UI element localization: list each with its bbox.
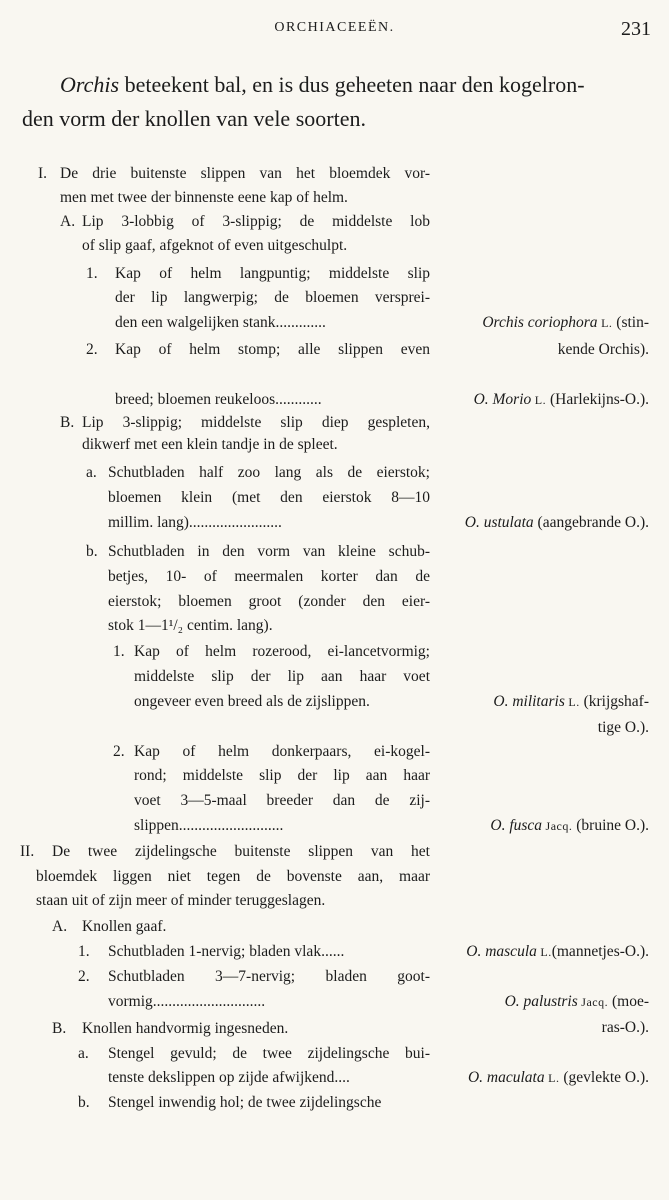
key-lead-marker: 1. xyxy=(113,643,125,660)
key-line: men met twee der binnenste eene kap of helm. xyxy=(60,189,348,206)
key-line: De drie buitenste slippen van het bloemdek vor- xyxy=(60,165,430,182)
species-binomial: O. mascula xyxy=(466,943,537,960)
species-binomial: O. palustris xyxy=(504,993,578,1010)
key-lead-marker: 1. xyxy=(86,265,98,282)
species-entry xyxy=(482,311,649,335)
key-line: Schutbladen 3—7-nervig; bladen goot- xyxy=(108,968,430,985)
key-line: bloemen klein (met den eierstok 8—10 xyxy=(108,489,430,506)
key-lead-marker: b. xyxy=(86,543,98,560)
key-line: breed; bloemen reukeloos............ xyxy=(115,391,322,408)
species-entry xyxy=(493,690,649,714)
species-binomial: O. fusca xyxy=(490,817,543,834)
species-common-name: (aangebrande O.). xyxy=(533,514,649,531)
species-entry xyxy=(505,990,649,1014)
species-binomial: O. ustulata xyxy=(464,514,534,531)
key-line: stok 1—1¹/₂ centim. lang). xyxy=(108,617,273,634)
key-line: Lip 3-slippig; middelste slip diep gespleten, xyxy=(82,414,430,431)
key-line: der lip langwerpig; de bloemen versprei- xyxy=(115,289,430,306)
key-line: Knollen gaaf. xyxy=(82,918,167,935)
key-line: Lip 3-lobbig of 3-slippig; de middelste lob xyxy=(82,213,430,230)
key-line: Kap of helm donkerpaars, ei-kogel- xyxy=(134,743,430,760)
genus-name: Orchis xyxy=(60,72,120,97)
key-line: millim. lang)........................ xyxy=(108,514,282,531)
key-lead-marker: A. xyxy=(60,213,76,230)
key-line: eierstok; bloemen groot (zonder den eier- xyxy=(108,593,430,610)
intro-line-1 xyxy=(60,68,585,101)
key-line: ongeveer even breed als de zijslippen. xyxy=(134,693,370,710)
species-author: L. xyxy=(597,316,613,330)
key-line: Knollen handvormig ingesneden. xyxy=(82,1020,289,1037)
species-binomial: O. maculata xyxy=(467,1069,545,1086)
species-common-name: (bruine O.). xyxy=(572,817,649,834)
running-header-title: ORCHIACEEËN. xyxy=(274,20,395,35)
species-common-name: (mannetjes-O.). xyxy=(551,943,649,960)
key-lead-marker: 2. xyxy=(86,341,98,358)
key-line: middelste slip der lip aan haar voet xyxy=(134,668,430,685)
species-common-name: (Harlekijns-O.). xyxy=(546,391,649,408)
key-lead-marker: B. xyxy=(60,414,75,431)
species-binomial: O. Morio xyxy=(473,391,532,408)
key-line: Schutbladen in den vorm van kleine schub- xyxy=(108,543,430,560)
key-line: of slip gaaf, afgeknot of even uitgeschulpt. xyxy=(82,237,348,254)
species-entry xyxy=(466,940,649,964)
key-line: Kap of helm stomp; alle slippen even xyxy=(115,341,430,358)
key-lead-marker: 2. xyxy=(113,743,125,760)
intro-line-2: den vorm der knollen van vele soorten. xyxy=(22,106,366,131)
key-lead-marker: I. xyxy=(38,165,48,182)
page-number: 231 xyxy=(621,18,651,40)
key-lead-marker: a. xyxy=(86,464,97,481)
species-binomial: O. militaris xyxy=(493,693,565,710)
species-common-name: (krijgshaf- xyxy=(579,693,649,710)
key-line: staan uit of zijn meer of minder teruggeslagen. xyxy=(36,892,326,909)
species-author: Jacq. xyxy=(542,819,573,833)
species-binomial: Orchis coriophora xyxy=(482,314,598,331)
key-line: Kap of helm rozerood, ei-lancetvormig; xyxy=(134,643,430,660)
key-lead-marker: b. xyxy=(78,1094,90,1111)
species-author: L. xyxy=(531,393,547,407)
key-line: Schutbladen 1-nervig; bladen vlak...... xyxy=(108,943,345,960)
key-line: De twee zijdelingsche buitenste slippen van het xyxy=(52,843,430,860)
key-lead-marker: II. xyxy=(20,843,35,860)
species-entry xyxy=(474,388,649,412)
species-common-name: (gevlekte O.). xyxy=(559,1069,649,1086)
key-line: Schutbladen half zoo lang als de eierstok; xyxy=(108,464,430,481)
species-common-name: (moe- xyxy=(608,993,649,1010)
key-line: voet 3—5-maal breeder dan de zij- xyxy=(134,792,430,809)
key-lead-marker: B. xyxy=(52,1020,67,1037)
species-common-name-continued: tige O.). xyxy=(597,719,649,736)
species-author: L. xyxy=(564,695,580,709)
species-author: Jacq. xyxy=(577,995,609,1009)
key-line: Kap of helm langpuntig; middelste slip xyxy=(115,265,430,282)
species-author: L. xyxy=(536,945,552,959)
key-lead-marker: A. xyxy=(52,918,68,935)
species-entry xyxy=(490,814,649,838)
species-common-name: (stin- xyxy=(612,314,649,331)
species-entry xyxy=(468,1066,649,1090)
key-line: betjes, 10- of meermalen korter dan de xyxy=(108,568,430,585)
key-line: dikwerf met een klein tandje in de spleet. xyxy=(82,436,338,453)
key-line: vormig............................. xyxy=(108,993,266,1010)
key-line: den een walgelijken stank............. xyxy=(115,314,326,331)
key-lead-marker: 2. xyxy=(78,968,90,985)
key-line: Stengel inwendig hol; de twee zijdelingsche xyxy=(108,1094,382,1111)
species-entry xyxy=(465,511,649,535)
key-line: rond; middelste slip der lip aan haar xyxy=(134,767,430,784)
key-line: tenste dekslippen op zijde afwijkend.... xyxy=(108,1069,350,1086)
species-common-name-continued: kende Orchis). xyxy=(557,341,649,358)
key-line: bloemdek liggen niet tegen de bovenste aan, maar xyxy=(36,868,430,885)
key-lead-marker: 1. xyxy=(78,943,90,960)
species-common-name-continued: ras-O.). xyxy=(601,1019,649,1036)
key-lead-marker: a. xyxy=(78,1045,89,1062)
intro-text: beteekent bal, en is dus geheeten naar den kogelron- xyxy=(119,72,585,97)
key-line: slippen........................... xyxy=(134,817,284,834)
key-line: Stengel gevuld; de twee zijdelingsche bui- xyxy=(108,1045,430,1062)
species-author: L. xyxy=(544,1071,560,1085)
